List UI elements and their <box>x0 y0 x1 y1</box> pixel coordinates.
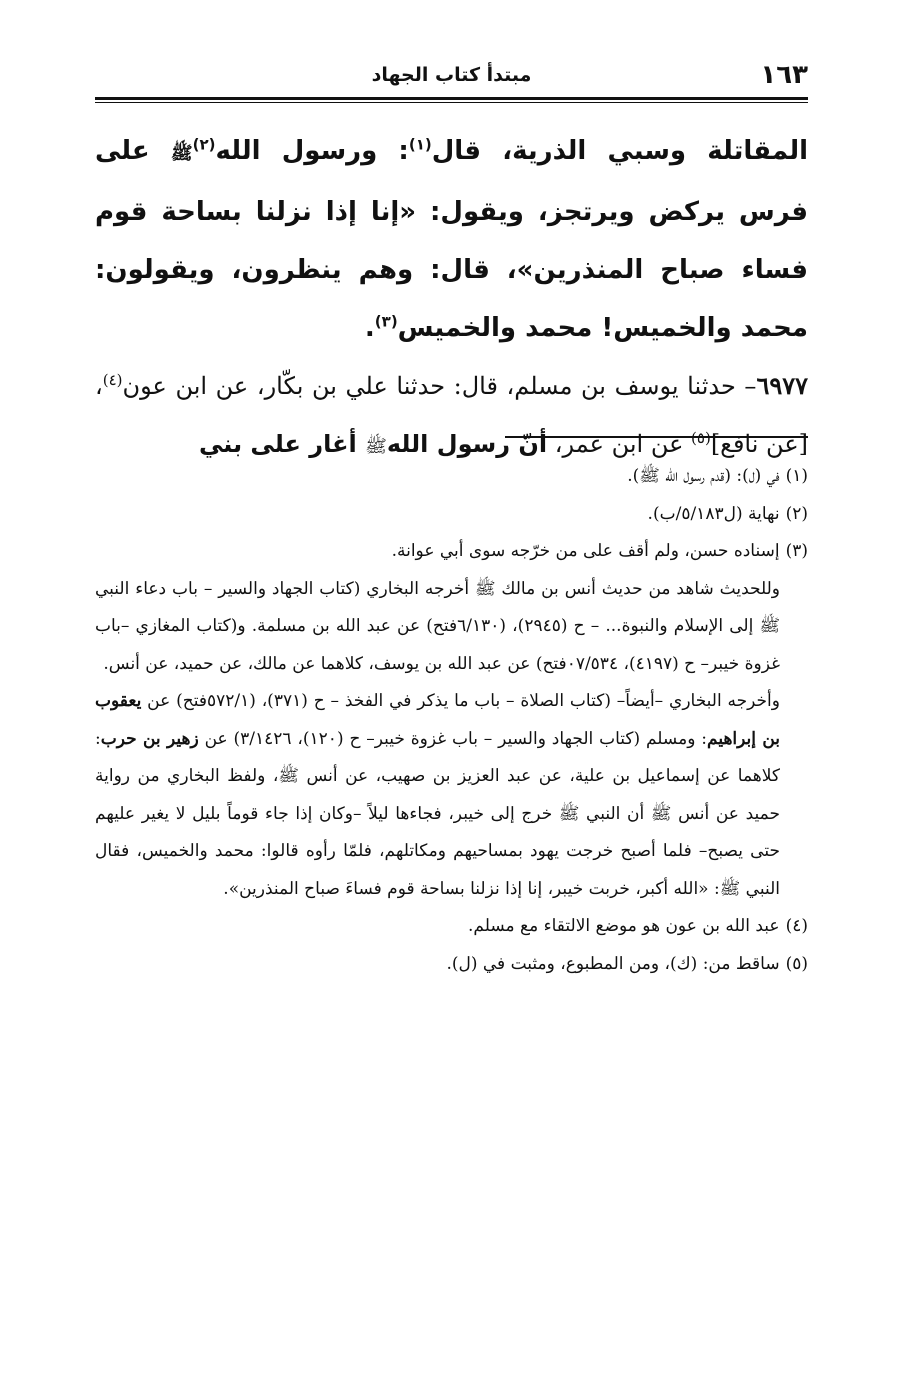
footnote-2: (٢)نهاية (ل٥/١٨٣/ب). <box>647 503 808 524</box>
footnote-4: (٤)عبد الله بن عون هو موضع الالتقاء مع مسلم. <box>468 916 808 936</box>
footnote-ref-3: (٣) <box>374 312 398 331</box>
main-paragraph-1: المقاتلة وسبي الذرية، قال$^{(١)}$: ورسول الله$^{(٢)}$ﷺ على فرس يركض ويرتجز، ويقول: «إنا إذا نزلنا بساحة قوم فساء صباح المنذرين»، قال: وهم ينظرون، ويقولون: محمد والخميس! محمد والخميس$^{(٣)}$. <box>95 135 808 343</box>
page-number: ١٦٣ <box>760 60 808 90</box>
hadith-number: ٦٩٧٧ <box>756 371 808 400</box>
salawat-symbol: ﷺ <box>170 143 193 164</box>
footnote-ref-4: (٤) <box>102 371 123 389</box>
footnote-3: (٣)إسناده حسن، ولم أقف على من خرّجه سوى أبي عوانة. <box>391 541 808 561</box>
running-title: مبتدأ كتاب الجهاد <box>371 64 532 86</box>
footnotes <box>95 458 808 983</box>
footnote-ref-2: (٢) <box>192 135 216 154</box>
hadith-paragraph: ٦٩٧٧– حدثنا يوسف بن مسلم، قال: حدثنا علي بن بكّار، عن ابن عون$^{(٤)}$، [عن نافع]$^{(٥)}$ عن ابن عمر، أنّ رسول اللهﷺ أغار على بني <box>95 371 808 458</box>
footnote-3-paragraph-3: وأخرجه البخاري –أيضاً– (كتاب الصلاة – باب ما يذكر في الفخذ – ح (٣٧١)، (٥٧٢/١فتح) عن يعقوب بن إبراهيم: ومسلم (كتاب الجهاد والسير – باب غزوة خيبر– ح (١٢٠)، ٣/١٤٢٦) عن زهير بن حرب: كلاهما عن إسماعيل بن علية، عن عبد العزيز بن صهيب، عن أنس ﷺ، ولفظ البخاري من رواية حميد عن أنس ﷺ أن النبي ﷺ خرج إلى خيبر، فجاءها ليلاً –وكان إذا جاء قوماً بليل لا يغير عليهم حتى يصبح– فلما أصبح خرجت يهود بمساحيهم ومكاتلهم، فلمّا رأوه قالوا: محمد والخميس، فقال النبي ﷺ: «الله أكبر، خربت خيبر، إنا إذا نزلنا بساحة قوم فساءَ صباح المنذرين». <box>95 691 781 899</box>
salawat-symbol: ﷺ <box>365 436 387 457</box>
main-text <box>95 122 808 476</box>
footnote-separator <box>505 436 808 438</box>
footnote-ref-5: (٥) <box>691 429 711 447</box>
footnote-1: (١)في (ل): (قدم رسول الله ﷺ). <box>627 466 808 486</box>
footnote-5: (٥)ساقط من: (ك)، ومن المطبوع، ومثبت في (ل). <box>446 953 808 974</box>
footnote-3-paragraph-2: وللحديث شاهد من حديث أنس بن مالك ﷺ أخرجه البخاري (كتاب الجهاد والسير – باب دعاء النبي ﷺ إلى الإسلام والنبوة... – ح (٢٩٤٥)، (٦/١٣٠فتح) عن عبد الله بن مسلمة. و(كتاب المغازي –باب غزوة خيبر– ح (٤١٩٧)، ٠٧/٥٣٤فتح) عن عبد الله بن يوسف، كلاهما عن مالك، عن حميد، عن أنس. <box>95 578 781 674</box>
header-rule <box>95 97 808 103</box>
footnote-ref-1: (١) <box>408 135 432 154</box>
page-header <box>95 60 808 94</box>
